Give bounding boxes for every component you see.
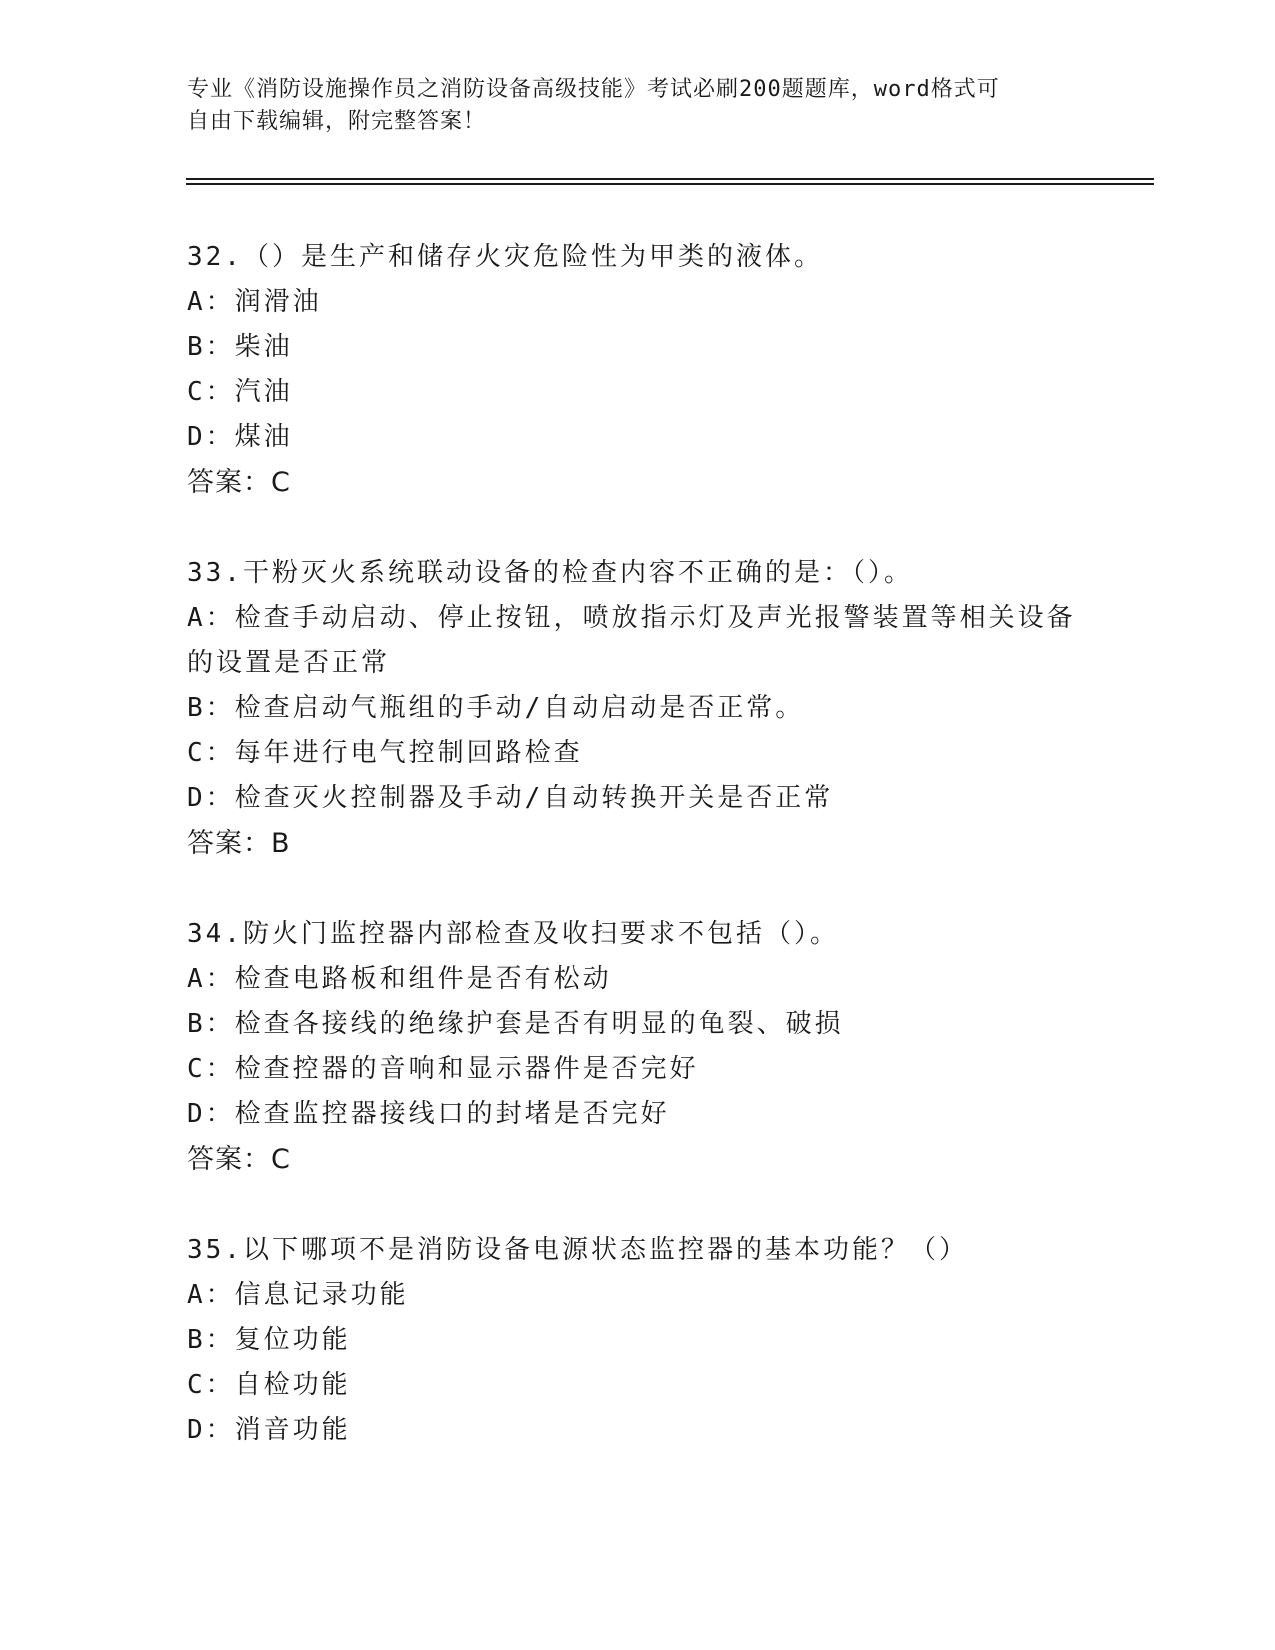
answer-line: 答案：C [187,467,291,498]
question-35 [187,1228,1087,1453]
question-34 [187,912,1087,1182]
option-d: D：消音功能 [187,1415,351,1445]
header-divider-top [186,178,1154,180]
question-list [187,235,1087,1499]
option-c: C：自检功能 [187,1370,351,1400]
document-header [187,74,1067,138]
option-a: A：检查手动启动、停止按钮，喷放指示灯及声光报警装置等相关设备 [187,603,1076,633]
header-line-1: 专业《消防设施操作员之消防设备高级技能》考试必刷200题题库，word格式可 [187,77,1000,102]
option-b: B：复位功能 [187,1325,351,1355]
option-d: D：煤油 [187,422,293,452]
answer-line: 答案：B [187,828,291,859]
question-stem: 33.干粉灭火系统联动设备的检查内容不正确的是：（）。 [187,558,913,588]
answer-line: 答案：C [187,1144,291,1175]
option-a-continued: 的设置是否正常 [187,648,391,678]
option-a: A：检查电路板和组件是否有松动 [187,964,612,994]
question-stem: 34.防火门监控器内部检查及收扫要求不包括（）。 [187,919,839,949]
option-c: C：每年进行电气控制回路检查 [187,738,583,768]
option-c: C：检查控器的音响和显示器件是否完好 [187,1054,699,1084]
option-b: B：检查启动气瓶组的手动/自动启动是否正常。 [187,693,805,723]
option-c: C：汽油 [187,377,293,407]
question-stem: 32.（）是生产和储存火灾危险性为甲类的液体。 [187,242,823,272]
option-a: A：润滑油 [187,287,322,317]
question-stem: 35.以下哪项不是消防设备电源状态监控器的基本功能？（） [187,1235,968,1265]
option-b: B：检查各接线的绝缘护套是否有明显的龟裂、破损 [187,1009,844,1039]
question-33 [187,551,1087,866]
option-a: A：信息记录功能 [187,1280,409,1310]
option-b: B：柴油 [187,332,293,362]
header-line-2: 自由下载编辑，附完整答案！ [187,109,487,134]
header-divider-bottom [186,183,1154,185]
question-32 [187,235,1087,505]
option-d: D：检查灭火控制器及手动/自动转换开关是否正常 [187,783,834,813]
option-d: D：检查监控器接线口的封堵是否完好 [187,1099,670,1129]
